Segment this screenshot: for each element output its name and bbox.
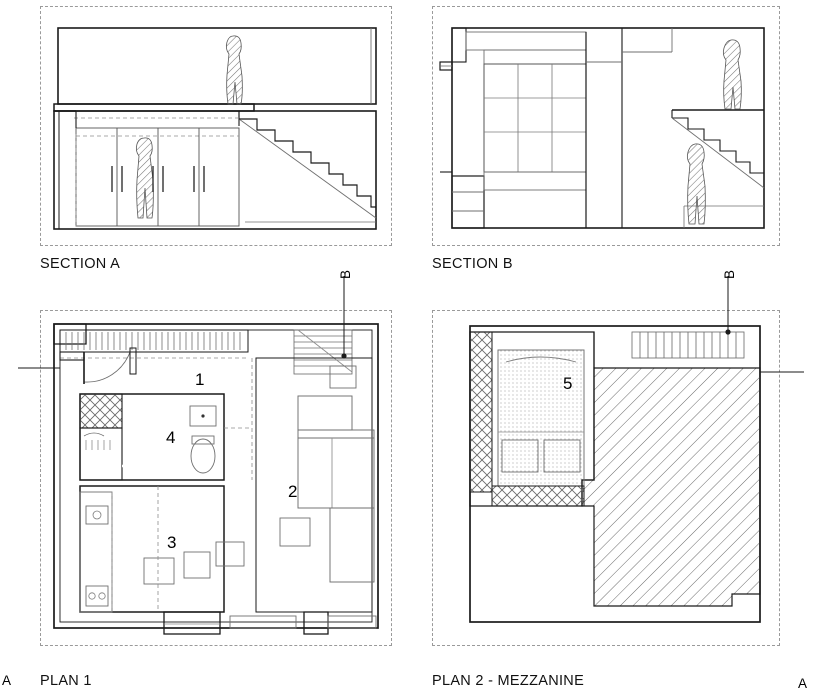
room-number-4: 4 (166, 428, 176, 447)
room-number-1: 1 (195, 370, 205, 389)
caption-plan-1: PLAN 1 (40, 673, 92, 689)
plan-2-geometry (432, 310, 784, 652)
section-a-geometry (40, 6, 392, 246)
section-mark-a-left: A (2, 673, 12, 688)
room-number-3: 3 (167, 533, 177, 552)
caption-section-a: SECTION A (40, 256, 121, 272)
panel-plan-1 (2, 270, 392, 689)
room-number-2: 2 (288, 482, 298, 501)
section-b-geometry (432, 6, 780, 246)
panel-section-b (432, 6, 780, 272)
caption-plan-2: PLAN 2 - MEZZANINE (432, 673, 585, 689)
figure-upper (226, 36, 242, 104)
panel-plan-2 (432, 270, 808, 691)
figure-lower (136, 138, 153, 218)
panel-section-a (40, 6, 392, 272)
figure-lower-right (687, 144, 705, 224)
section-mark-a-right: A (798, 676, 808, 691)
figure-mezzanine (723, 40, 741, 109)
room-number-5: 5 (563, 374, 573, 393)
section-mark-b-top-right: B (722, 270, 737, 280)
caption-section-b: SECTION B (432, 256, 513, 272)
section-mark-b-top-left: B (338, 270, 353, 280)
plan-1-geometry (40, 310, 392, 652)
